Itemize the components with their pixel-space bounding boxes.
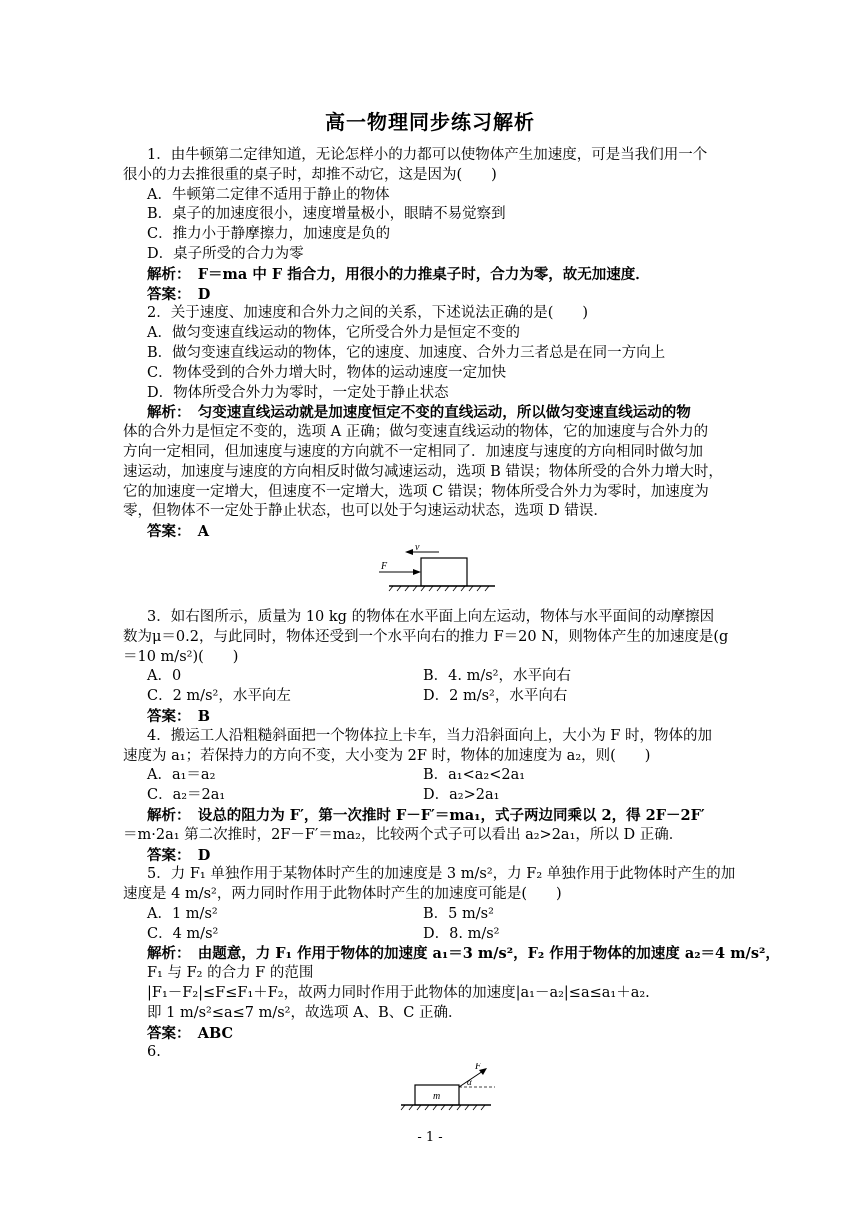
block-on-surface-diagram — [369, 542, 509, 594]
text-line: 2．关于速度、加速度和合外力之间的关系，下述说法正确的是( ) — [147, 305, 589, 322]
q3-answer: 答案： B — [147, 707, 211, 725]
text-line: B．桌子的加速度很小，速度增量极小，眼睛不易觉察到 — [147, 206, 506, 223]
force-label: F — [475, 1063, 482, 1073]
text-line: 答案： ABC — [147, 1024, 234, 1042]
text-line: A．牛顿第二定律不适用于静止的物体 — [147, 186, 390, 203]
text-line: B．做匀变速直线运动的物体，它的速度、加速度、合外力三者总是在同一方向上 — [147, 344, 666, 361]
text-line: A．做匀变速直线运动的物体，它所受合外力是恒定不变的 — [147, 325, 520, 342]
document-body — [123, 146, 780, 1115]
text-line: 6. — [147, 1044, 161, 1061]
q5-analysis — [123, 944, 780, 1063]
force-label: F — [381, 560, 388, 572]
text-line: 即 1 m/s²≤a≤7 m/s²，故选项 A、B、C 正确． — [147, 1004, 463, 1021]
text-line: 速运动，加速度与速度的方向相反时做匀减速运动，选项 B 错误；物体所受的合外力增大时， — [123, 463, 723, 480]
text-line: 体的合外力是恒定不变的，选项 A 正确；做匀变速直线运动的物体，它的加速度与合外力的 — [123, 424, 709, 441]
text-line: ＝m·2a₁ 第二次推时，2F－F′＝ma₂，比较两个式子可以看出 a₂>2a₁，所以 D 正确． — [123, 826, 684, 843]
text-line: 答案： D — [147, 285, 211, 303]
text-line: D．物体所受合外力为零时，一定处于静止状态 — [147, 384, 449, 401]
page-title: 高一物理同步练习解析 — [325, 110, 535, 134]
text-line: 方向一定相同，但加速度与速度的方向就不一定相同了．加速度与速度的方向相同时做匀加 — [123, 443, 703, 460]
q3-option-row: A．0 B．4. m/s²，水平向右 — [147, 668, 571, 685]
angle-label: α — [467, 1077, 472, 1088]
text-line: 1．由牛顿第二定律知道，无论怎样小的力都可以使物体产生加速度，可是当我们用一个 — [147, 147, 708, 163]
q5-option-row: A．1 m/s² B．5 m/s² — [147, 905, 494, 922]
text-line: 答案： A — [147, 523, 209, 541]
text-line: 4．搬运工人沿粗糙斜面把一个物体拉上卡车，当力沿斜面向上，大小为 F 时，物体的加 — [147, 727, 713, 744]
text-line: 5．力 F₁ 单独作用于某物体时产生的加速度是 3 m/s²，力 F₂ 单独作用于此物体时产生的加 — [147, 866, 736, 883]
text-line: C．推力小于静摩擦力，加速度是负的 — [147, 226, 391, 243]
text-line: 答案： D — [147, 846, 211, 864]
q4-option-row: A．a₁＝a₂ B．a₁<a₂<2a₁ — [147, 767, 526, 784]
text-line: 速度为 a₁；若保持力的方向不变，大小变为 2F 时，物体的加速度为 a₂，则( ) — [123, 747, 651, 764]
text-line: D．桌子所受的合力为零 — [147, 245, 304, 262]
figure-block-push — [123, 542, 743, 594]
text-line: 解析： 设总的阻力为 F′，第一次推时 F－F′＝ma₁，式子两边同乘以 2，得 2F－2F′ — [147, 806, 705, 824]
mass-label: m — [433, 1091, 441, 1103]
q3-option-row: C．2 m/s²，水平向左 D．2 m/s²，水平向右 — [147, 688, 568, 705]
text-line: 解析： 由题意，力 F₁ 作用于物体的加速度 a₁＝3 m/s²，F₂ 作用于物体的加速度 a₂＝4 m/s²， — [147, 945, 780, 963]
figure-block-angled-force — [123, 1063, 743, 1115]
velocity-label: v — [415, 541, 420, 553]
text-line: 它的加速度一定增大，但速度不一定增大，选项 C 错误；物体所受合外力为零时，加速度为 — [123, 483, 709, 500]
text-line: 解析： 匀变速直线运动就是加速度恒定不变的直线运动，所以做匀变速直线运动的物 — [147, 404, 691, 422]
questions-1-2 — [123, 146, 743, 542]
question-3-stem — [123, 608, 743, 667]
text-line: 速度是 4 m/s²，两力同时作用于此物体时产生的加速度可能是( ) — [123, 886, 562, 903]
text-line: 解析： F＝ma 中 F 指合力，用很小的力推桌子时，合力为零，故无加速度． — [147, 265, 650, 283]
text-line: C．物体受到的合外力增大时，物体的运动速度一定加快 — [147, 364, 507, 381]
question-4-stem — [123, 727, 743, 767]
text-line: |F₁－F₂|≤F≤F₁＋F₂，故两力同时作用于此物体的加速度|a₁－a₂|≤a≤a₁＋a₂. — [147, 985, 650, 1002]
q5-option-row: C．4 m/s² D．8. m/s² — [147, 925, 500, 942]
text-line: 数为μ＝0.2，与此同时，物体还受到一个水平向右的推力 F＝20 N，则物体产生的加速度是(g — [123, 628, 729, 645]
text-line: 3．如右图所示，质量为 10 kg 的物体在水平面上向左运动，物体与水平面间的动摩擦因 — [147, 608, 715, 625]
page-number: - 1 - — [417, 1130, 443, 1145]
text-line: 很小的力去推很重的桌子时，却推不动它，这是因为( ) — [123, 166, 497, 183]
angled-force-diagram — [395, 1063, 535, 1115]
text-line: F₁ 与 F₂ 的合力 F 的范围 — [147, 965, 314, 982]
text-line: 零，但物体不一定处于静止状态，也可以处于匀速运动状态，选项 D 错误． — [123, 503, 608, 520]
text-line: ＝10 m/s²)( ) — [123, 648, 239, 665]
q4-analysis-q5-stem — [123, 806, 743, 905]
q4-option-row: C．a₂＝2a₁ D．a₂>2a₁ — [147, 787, 500, 804]
